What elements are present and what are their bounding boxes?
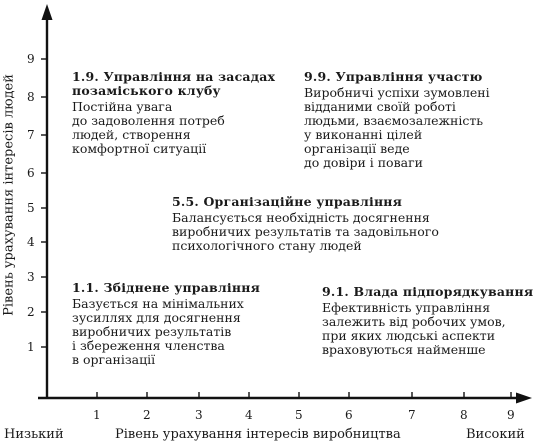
x-tick-label: 7 xyxy=(408,408,416,422)
desc-line: враховуються найменше xyxy=(322,342,486,357)
desc-line: Виробничі успіхи зумовлені xyxy=(304,85,490,100)
desc-line: Постійна увага xyxy=(72,99,173,114)
desc-line: до довіри і поваги xyxy=(304,155,423,170)
y-tick-label: 9 xyxy=(27,52,35,66)
style-9-9-block xyxy=(304,70,490,170)
desc-line: людьми, взаємозалежність xyxy=(304,113,484,128)
x-tick-label: 4 xyxy=(245,408,253,422)
desc-line: організації веде xyxy=(304,141,410,156)
y-axis-label: Рівень урахування інтересів людей xyxy=(1,74,17,316)
x-tick-label: 9 xyxy=(507,408,515,422)
y-tick-label: 3 xyxy=(27,270,35,284)
y-axis-arrow xyxy=(42,4,53,20)
style-5-5-description xyxy=(172,211,439,253)
x-tick-label: 3 xyxy=(195,408,203,422)
style-9-9-title xyxy=(304,70,490,84)
desc-line: виробничих результатів та задовільного xyxy=(172,224,439,239)
y-tick-label: 8 xyxy=(27,90,35,104)
style-1-1-title-line: 1.1. Збіднене управління xyxy=(72,280,261,295)
style-9-9-title-line: 9.9. Управління участю xyxy=(304,69,483,84)
style-5-5-title xyxy=(172,195,439,209)
desc-line: у виконанні цілей xyxy=(304,127,423,142)
style-1-9-title-line: позаміського клубу xyxy=(72,83,221,98)
style-1-9-block xyxy=(72,70,275,156)
style-1-1-description xyxy=(72,297,260,367)
y-tick-label: 7 xyxy=(27,128,35,142)
y-axis-label-wrap xyxy=(0,60,18,330)
desc-line: Ефективність управління xyxy=(322,300,491,315)
y-tick-label: 2 xyxy=(27,305,35,319)
x-tick-label: 8 xyxy=(460,408,468,422)
style-9-1-block xyxy=(322,285,533,357)
desc-line: до задоволення потреб xyxy=(72,113,225,128)
desc-line: людей, створення xyxy=(72,127,191,142)
desc-line: і збереження членства xyxy=(72,338,225,353)
style-1-1-title xyxy=(72,281,260,295)
x-tick-label: 6 xyxy=(345,408,353,422)
style-9-1-title xyxy=(322,285,533,299)
desc-line: зусиллях для досягнення xyxy=(72,310,241,325)
style-9-1-title-line: 9.1. Влада підпорядкування xyxy=(322,284,534,299)
desc-line: комфортної ситуації xyxy=(72,141,207,156)
y-tick-label: 1 xyxy=(27,340,35,354)
desc-line: відданими своїй роботі xyxy=(304,99,456,114)
style-1-9-title xyxy=(72,70,275,98)
style-1-9-title-line: 1.9. Управління на засадах xyxy=(72,69,276,84)
style-9-1-description xyxy=(322,301,533,357)
desc-line: Базується на мінімальних xyxy=(72,296,244,311)
x-axis-label: Рівень урахування інтересів виробництва xyxy=(115,427,401,442)
style-5-5-title-line: 5.5. Організаційне управління xyxy=(172,194,403,209)
style-1-1-block xyxy=(72,281,260,367)
desc-line: психологічного стану людей xyxy=(172,238,362,253)
x-tick-label: 2 xyxy=(143,408,151,422)
x-low-label: Низький xyxy=(4,427,64,442)
style-5-5-block xyxy=(172,195,439,253)
y-tick-label: 4 xyxy=(27,235,35,249)
style-1-9-description xyxy=(72,100,275,156)
y-tick-label: 5 xyxy=(27,201,35,215)
style-9-9-description xyxy=(304,86,490,170)
desc-line: виробничих результатів xyxy=(72,324,232,339)
x-axis-arrow xyxy=(516,393,532,404)
x-tick-label: 5 xyxy=(295,408,303,422)
y-tick-label: 6 xyxy=(27,166,35,180)
desc-line: в організації xyxy=(72,352,156,367)
x-tick-label: 1 xyxy=(93,408,101,422)
desc-line: Балансується необхідність досягнення xyxy=(172,210,430,225)
x-high-label: Високий xyxy=(466,427,525,442)
desc-line: залежить від робочих умов, xyxy=(322,314,506,329)
desc-line: при яких людські аспекти xyxy=(322,328,496,343)
